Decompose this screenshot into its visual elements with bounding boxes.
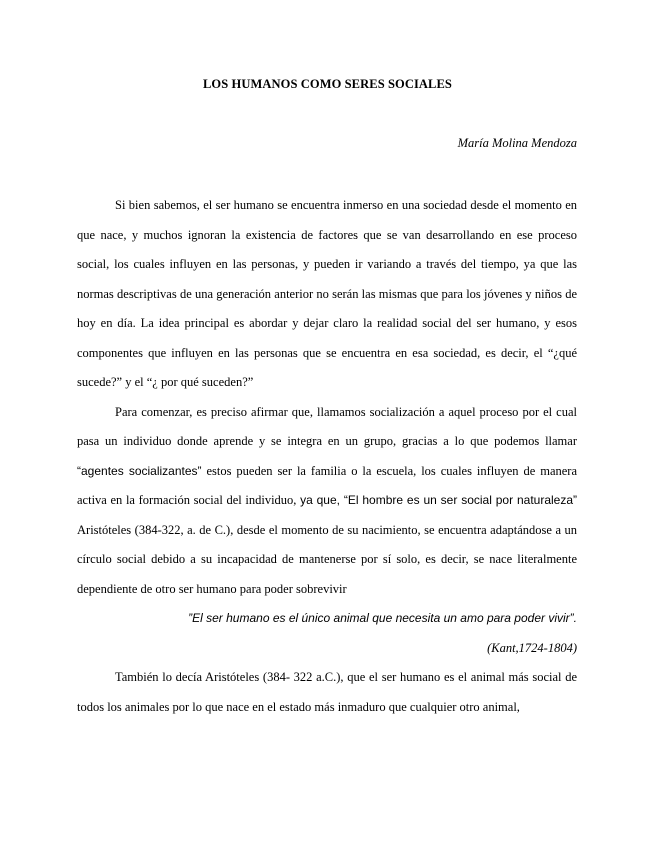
paragraph-socialization-part-2: estos pueden ser la familia o la escuela, los cuales influyen de manera activa en la formación social del individuo, xyxy=(77,463,577,507)
paragraph-aristotle: También lo decía Aristóteles (384- 322 a.C.), que el ser humano es el animal más social de todos los animales por lo que nace en el estado más inmaduro que cualquier otro animal, xyxy=(77,670,577,714)
paragraph-intro: Si bien sabemos, el ser humano se encuentra inmerso en una sociedad desde el momento en que nace, y muchos ignoran la existencia de factores que se van desarrollando en ese proceso social, los cuales influyen en las personas, y pueden ir variando a través del tiempo, ya que las normas descriptivas de una generación anterior no serán las mismas que para los jóvenes y niños de hoy en día. La idea principal es abordar y dejar claro la realidad social del ser humano, y esos componentes que influyen en las personas que se encuentra en esa sociedad, es decir, el “¿qué sucede?” y el “¿ por qué suceden?” xyxy=(77,198,577,389)
kant-quote-text: ”El ser humano es el único animal que necesita un amo para poder vivir”. xyxy=(188,611,577,625)
kant-citation: (Kant,1724-1804) xyxy=(487,640,577,655)
aristotle-quote-inline: ya que, “El hombre es un ser social por naturaleza” xyxy=(300,493,578,507)
paragraph-socialization xyxy=(77,398,577,605)
document-body xyxy=(77,191,577,722)
author-name: María Molina Mendoza xyxy=(457,136,577,150)
kant-quote xyxy=(77,604,577,634)
document-title: LOS HUMANOS COMO SERES SOCIALES xyxy=(203,77,452,91)
agentes-socializantes-phrase: “agentes socializantes” xyxy=(77,463,202,478)
paragraph-socialization-part-1: Para comenzar, es preciso afirmar que, llamamos socialización a aquel proceso por el cual pasa un individuo donde aprende y se integra en un grupo, gracias a lo que podemos llamar xyxy=(77,404,577,448)
paragraph-socialization-part-3: Aristóteles (384-322, a. de C.), desde el momento de su nacimiento, se encuentra adaptándose a un círculo social debido a su incapacidad de mantenerse por sí solo, es decir, se nace literalmente dependiente de otro ser humano para poder sobrevivir xyxy=(77,522,577,596)
